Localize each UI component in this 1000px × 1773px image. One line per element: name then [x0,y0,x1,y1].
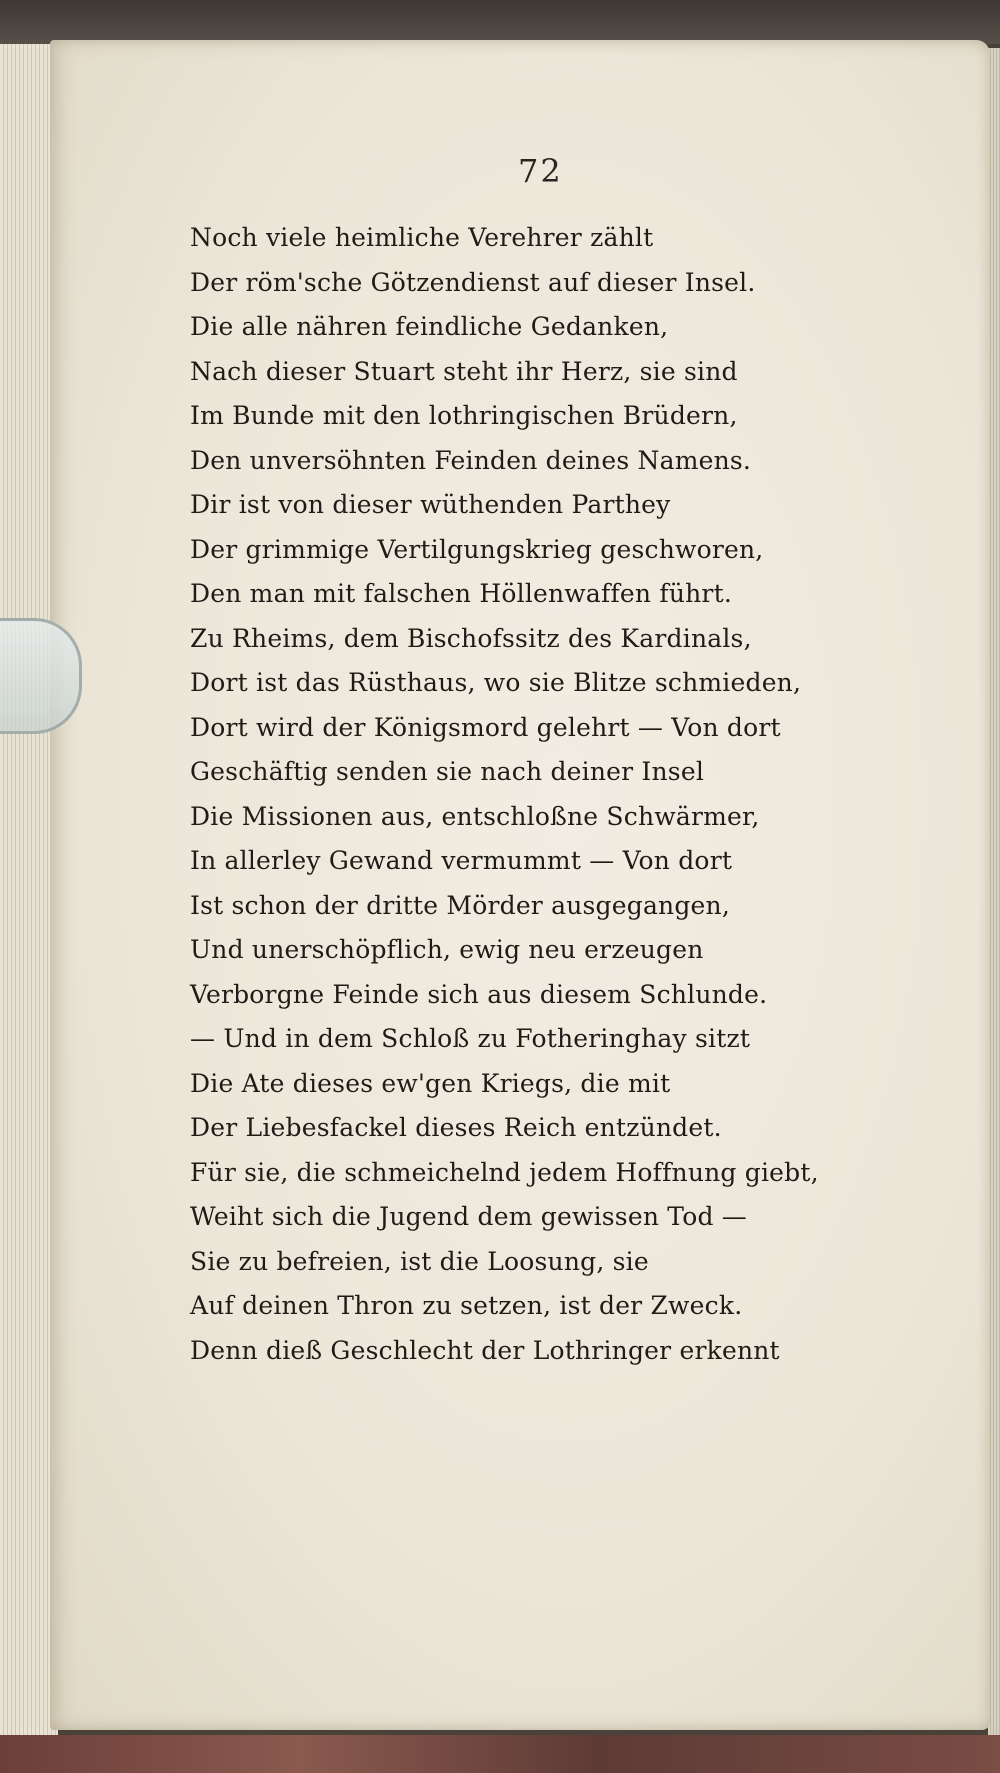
verse-block [190,216,819,1373]
verse-line: Und unerschöpflich, ewig neu erzeugen [190,935,704,964]
book-top-edge [0,0,1000,44]
verse-line: Der röm'sche Götzendienst auf dieser Insel. [190,267,756,297]
verse-line: Auf deinen Thron zu setzen, ist der Zweck. [190,1291,743,1320]
verse-line: Den man mit falschen Höllenwaffen führt. [190,579,732,608]
verse-line: Die Ate dieses ew'gen Kriegs, die mit [190,1068,671,1098]
verse-line: Verborgne Feinde sich aus diesem Schlunde. [190,979,768,1009]
verse-line: Weiht sich die Jugend dem gewissen Tod — [190,1202,748,1231]
verse-line: Den unversöhnten Feinden deines Namens. [190,445,752,475]
verse-line: — Und in dem Schloß zu Fotheringhay sitzt [190,1024,751,1053]
verse-line: Ist schon der dritte Mörder ausgegangen, [190,890,730,920]
verse-line: Der grimmige Vertilgungskrieg geschworen, [190,534,764,564]
verse-line: Geschäftig senden sie nach deiner Insel [190,757,705,786]
bookmark-clip [0,618,82,734]
verse-line: Für sie, die schmeichelnd jedem Hoffnung giebt, [190,1157,819,1187]
verse-line: Noch viele heimliche Verehrer zählt [190,223,654,252]
verse-line: Denn dieß Geschlecht der Lothringer erkennt [190,1335,780,1365]
book-cover-bottom [0,1735,1000,1773]
verse-line: Die alle nähren feindliche Gedanken, [190,312,669,341]
verse-line: Sie zu befreien, ist die Loosung, sie [190,1246,649,1276]
verse-line: Nach dieser Stuart steht ihr Herz, sie sind [190,356,738,386]
verse-line: Die Missionen aus, entschloßne Schwärmer, [190,801,760,831]
verse-line: Im Bunde mit den lothringischen Brüdern, [190,401,738,430]
verse-line: Zu Rheims, dem Bischofssitz des Kardinals, [190,623,752,653]
verse-line: In allerley Gewand vermummt — Von dort [190,846,733,875]
page-number: 72 [518,152,563,190]
verse-line: Der Liebesfackel dieses Reich entzündet. [190,1113,722,1142]
verse-line: Dort ist das Rüsthaus, wo sie Blitze schmieden, [190,668,802,697]
verse-line: Dort wird der Königsmord gelehrt — Von dort [190,712,781,742]
verse-line: Dir ist von dieser wüthenden Parthey [190,490,671,519]
